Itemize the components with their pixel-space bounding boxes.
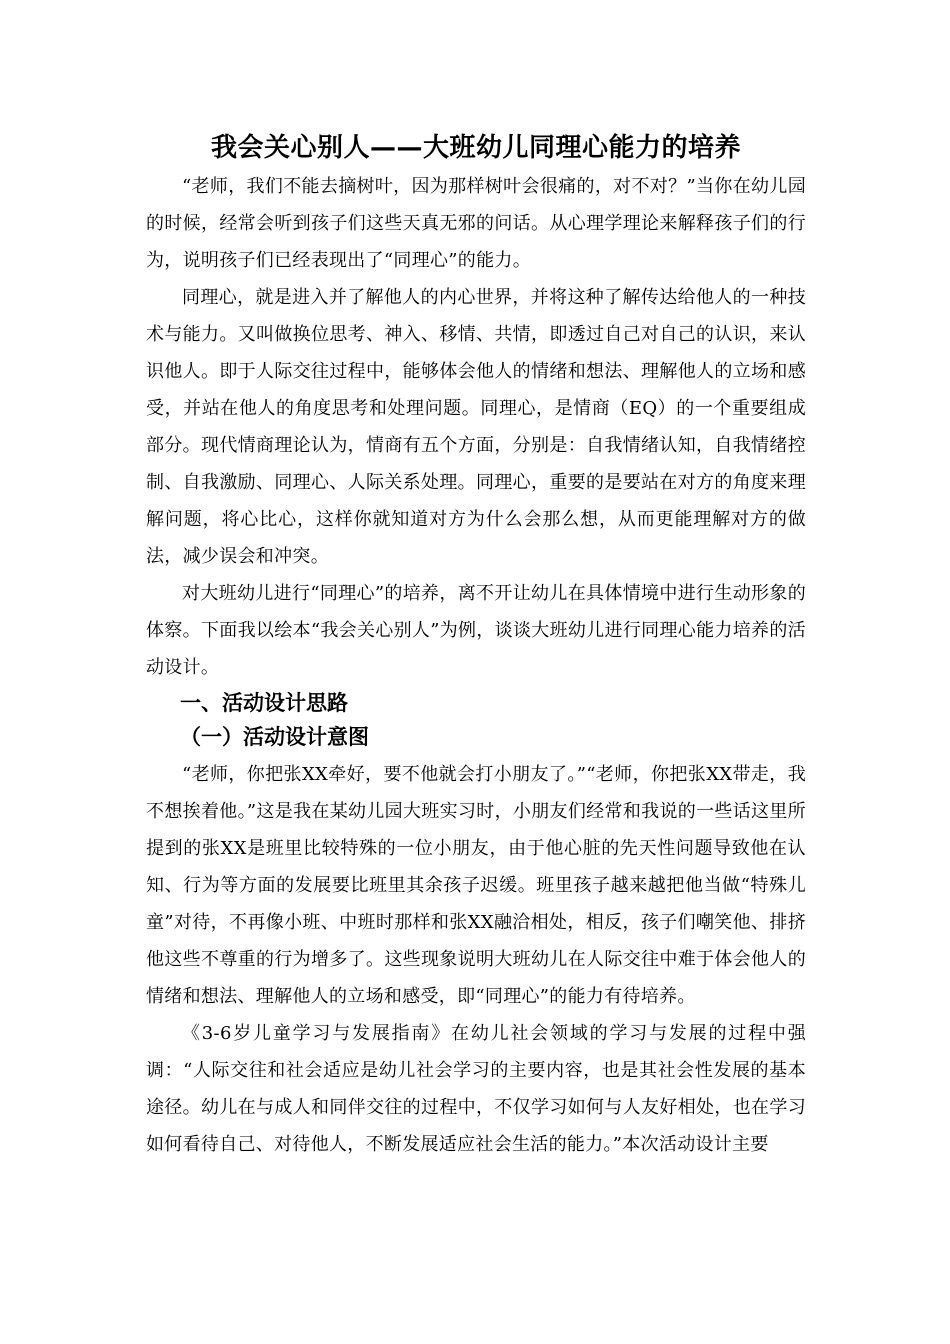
- document-page: [146, 128, 806, 1163]
- subsection-heading: （一）活动设计意图: [180, 725, 369, 749]
- paragraph-body-1: “老师，你把张XX牵好，要不他就会打小朋友了。”“老师，你把张XX带走，我不想挨着他。”这是我在某幼儿园大班实习时，小朋友们经常和我说的一些话这里所提到的张XX是班里比较特殊的一位小朋友，由于他心脏的先天性问题导致他在认知、行为等方面的发展要比班里其余孩子迟缓。班里孩子越来越把他当做“特殊儿童”对待，不再像小班、中班时那样和张XX融洽相处，相反，孩子们嘲笑他、排挤他这些不尊重的行为增多了。这些现象说明大班幼儿在人际交往中难于体会他人的情绪和想法、理解他人的立场和感受，即“同理心”的能力有待培养。: [146, 764, 806, 1007]
- document-title: 我会关心别人——大班幼儿同理心能力的培养: [210, 133, 741, 163]
- paragraph-intro-1: “老师，我们不能去摘树叶，因为那样树叶会很痛的，对不对？”当你在幼儿园的时候，经常会听到孩子们这些天真无邪的问话。从心理学理论来解释孩子们的行为，说明孩子们已经表现出了“同理心”的能力。: [146, 176, 806, 271]
- paragraph-body-2: 《3-6岁儿童学习与发展指南》在幼儿社会领域的学习与发展的过程中强调：“人际交往和社会适应是幼儿社会学习的主要内容，也是其社会性发展的基本途径。幼儿在与成人和同伴交往的过程中，不仅学习如何与人友好相处，也在学习如何看待自己、对待他人，不断发展适应社会生活的能力。”本次活动设计主要: [146, 1023, 806, 1155]
- section-heading: 一、活动设计思路: [180, 691, 348, 715]
- paragraph-intro-2: 同理心，就是进入并了解他人的内心世界，并将这种了解传达给他人的一种技术与能力。又叫做换位思考、神入、移情、共情，即透过自己对自己的认识，来认识他人。即于人际交往过程中，能够体会他人的情绪和想法、理解他人的立场和感受，并站在他人的角度思考和处理问题。同理心，是情商（EQ）的一个重要组成部分。现代情商理论认为，情商有五个方面，分别是：自我情绪认知，自我情绪控制、自我激励、同理心、人际关系处理。同理心，重要的是要站在对方的角度来理解问题，将心比心，这样你就知道对方为什么会那么想，从而更能理解对方的做法，减少误会和冲突。: [146, 287, 806, 567]
- paragraph-intro-3: 对大班幼儿进行“同理心”的培养，离不开让幼儿在具体情境中进行生动形象的体察。下面我以绘本“我会关心别人”为例，谈谈大班幼儿进行同理心能力培养的活动设计。: [146, 583, 806, 678]
